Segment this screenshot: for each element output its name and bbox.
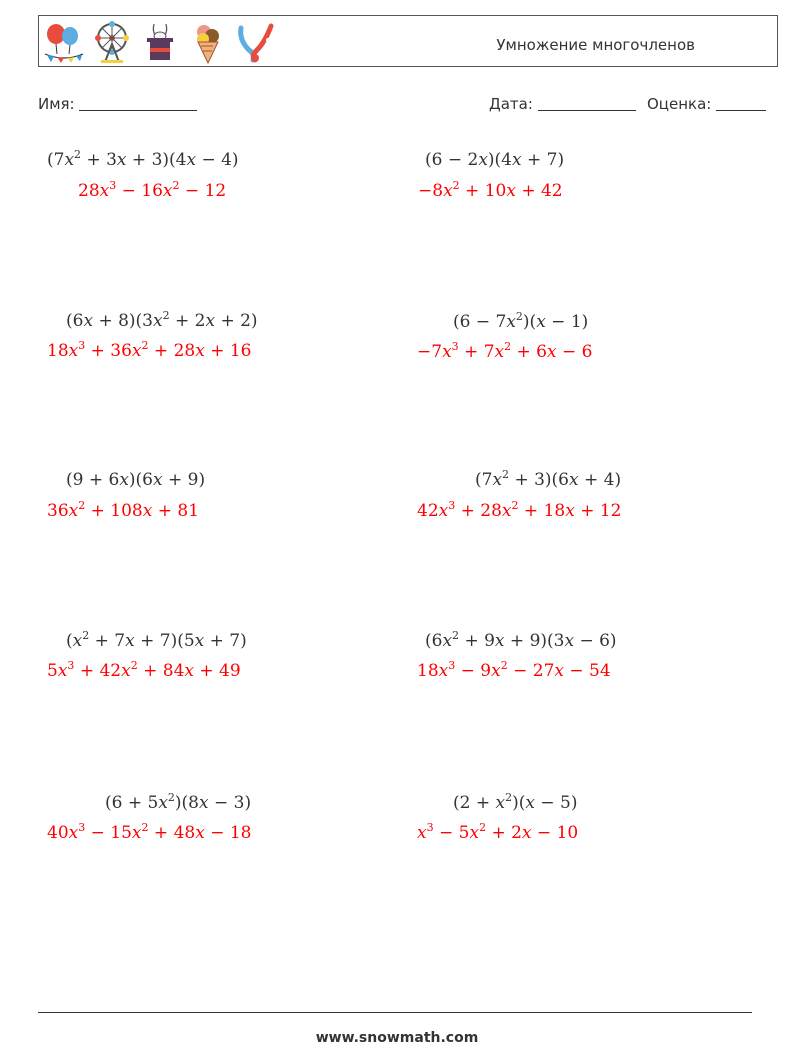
grade-blank[interactable] (716, 110, 766, 111)
problem-question: $(2 + x^2)(x - 5)$ (453, 791, 578, 813)
worksheet-title: Умножение многочленов (496, 36, 695, 54)
problem-answer: $18x^3 - 9x^2 - 27x - 54$ (417, 659, 611, 681)
name-blank[interactable] (79, 110, 197, 111)
problem-question: $(6x + 8)(3x^2 + 2x + 2)$ (66, 309, 258, 331)
problem-question: $(7x^2 + 3x + 3)(4x - 4)$ (47, 148, 239, 170)
problem-answer: $18x^3 + 36x^2 + 28x + 16$ (47, 339, 252, 361)
problem-answer: $36x^2 + 108x + 81$ (47, 499, 200, 521)
footer-divider (38, 1012, 752, 1013)
problem-question: $(6 + 5x^2)(8x - 3)$ (105, 791, 252, 813)
balloons-icon (43, 20, 85, 64)
problem-answer: $x^3 - 5x^2 + 2x - 10$ (417, 821, 579, 843)
icon-row (43, 20, 277, 64)
problem-question: $(6 - 7x^2)(x - 1)$ (453, 310, 589, 332)
name-label: Имя: (38, 95, 75, 113)
juggling-pins-icon (235, 20, 277, 64)
magic-hat-icon (139, 20, 181, 64)
date-label: Дата: (489, 95, 533, 113)
problem-answer: $-7x^3 + 7x^2 + 6x - 6$ (417, 340, 593, 362)
problem-question: $(x^2 + 7x + 7)(5x + 7)$ (66, 629, 247, 651)
problem-answer: $40x^3 - 15x^2 + 48x - 18$ (47, 821, 252, 843)
ferris-wheel-icon (91, 20, 133, 64)
grade-field (647, 95, 766, 113)
problem-question: (6 − 2x)(4x + 7) (425, 150, 565, 170)
date-blank[interactable] (538, 110, 636, 111)
date-field (489, 95, 636, 113)
footer-url[interactable]: www.snowmath.com (315, 1030, 479, 1046)
problem-question: $(7x^2 + 3)(6x + 4)$ (475, 468, 622, 490)
header-box (38, 15, 778, 67)
problem-answer: $28x^3 - 16x^2 - 12$ (78, 179, 227, 201)
ice-cream-icon (187, 20, 229, 64)
problem-question: (9 + 6x)(6x + 9) (66, 470, 206, 490)
name-field (38, 95, 197, 113)
grade-label: Оценка: (647, 95, 712, 113)
problem-answer: $5x^3 + 42x^2 + 84x + 49$ (47, 659, 241, 681)
problem-answer: $-8x^2 + 10x + 42$ (418, 179, 563, 201)
problem-answer: $42x^3 + 28x^2 + 18x + 12$ (417, 499, 622, 521)
problem-question: $(6x^2 + 9x + 9)(3x - 6)$ (425, 629, 617, 651)
